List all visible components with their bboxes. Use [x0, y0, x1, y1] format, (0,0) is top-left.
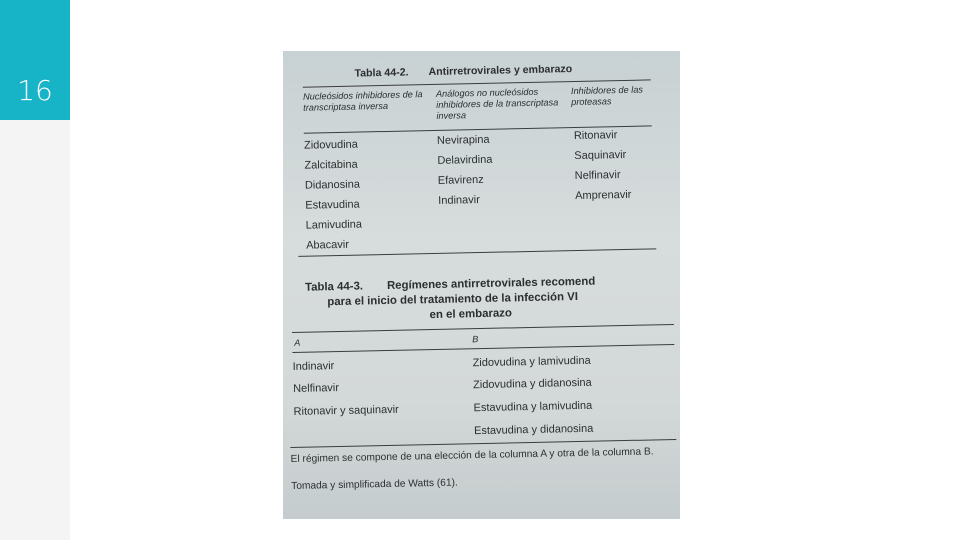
- table2-colB-item: Estavudina y lamivudina: [473, 399, 593, 415]
- table1-col3-item: Saquinavir: [574, 148, 627, 163]
- table1-col1-item: Didanosina: [304, 178, 361, 192]
- table2-top-rule: [292, 324, 674, 333]
- table2-caption-number: Tabla 44-3.: [304, 280, 364, 294]
- table1-col2-item: Indinavir: [438, 194, 480, 207]
- table1-col3-item: Amprenavir: [575, 188, 632, 203]
- table1-caption-number: Tabla 44-2.: [354, 66, 409, 80]
- table1-col1-item: Abacavir: [306, 238, 350, 252]
- table2-header-b: B: [472, 334, 479, 345]
- table1-col2-item: Nevirapina: [436, 133, 490, 147]
- table1-header-col3: Inhibidores de las proteasas: [570, 84, 644, 108]
- table2-colA-item: Nelfinavir: [293, 382, 340, 395]
- slide-number: 16: [17, 74, 53, 107]
- table1-header-col1: Nucleósidos inhibidores de la transcriptasa inversa: [302, 89, 423, 113]
- table1-bottom-rule: [298, 248, 656, 256]
- table1-caption-text: Antirretrovirales y embarazo: [428, 63, 573, 79]
- table1-col1-item: Lamivudina: [305, 218, 363, 232]
- table1-col1-item: Estavudina: [305, 198, 360, 212]
- table1-col1-item: Zidovudina: [303, 138, 358, 152]
- table2-colB-item: Estavudina y didanosina: [473, 422, 594, 438]
- book-page-photo: [283, 51, 680, 519]
- table1-col3-item: Nelfinavir: [574, 169, 621, 183]
- table2-colA-item: Indinavir: [292, 360, 335, 373]
- table1-header-col2: Análogos no nucleósidos inhibidores de la transcriptasa inversa: [435, 86, 559, 121]
- table2-caption-line1: Regímenes antirretrovirales recomend: [386, 275, 596, 292]
- table2-footnote-source: Tomada y simplificada de Watts (61).: [291, 477, 458, 493]
- table2-colB-item: Zidovudina y lamivudina: [472, 354, 591, 370]
- table1-col1-item: Zalcitabina: [304, 158, 358, 172]
- book-page-content: [283, 51, 680, 519]
- slide-number-box: [0, 0, 70, 120]
- table2-header-a: A: [294, 337, 301, 348]
- table2-header-rule: [292, 344, 674, 353]
- table2-caption-line2: para el inicio del tratamiento de la infección VI: [327, 290, 579, 309]
- table1-col2-item: Efavirenz: [437, 173, 484, 187]
- table1-col3-item: Ritonavir: [573, 129, 618, 143]
- table2-footnote-regimen: El régimen se compone de una elección de la columna A y otra de la columna B.: [290, 446, 654, 466]
- table2-colA-item: Ritonavir y saquinavir: [293, 403, 399, 418]
- table2-colB-item: Zidovudina y didanosina: [472, 376, 592, 392]
- table2-caption-line3: en el embarazo: [429, 307, 513, 322]
- table1-col2-item: Delavirdina: [437, 153, 493, 167]
